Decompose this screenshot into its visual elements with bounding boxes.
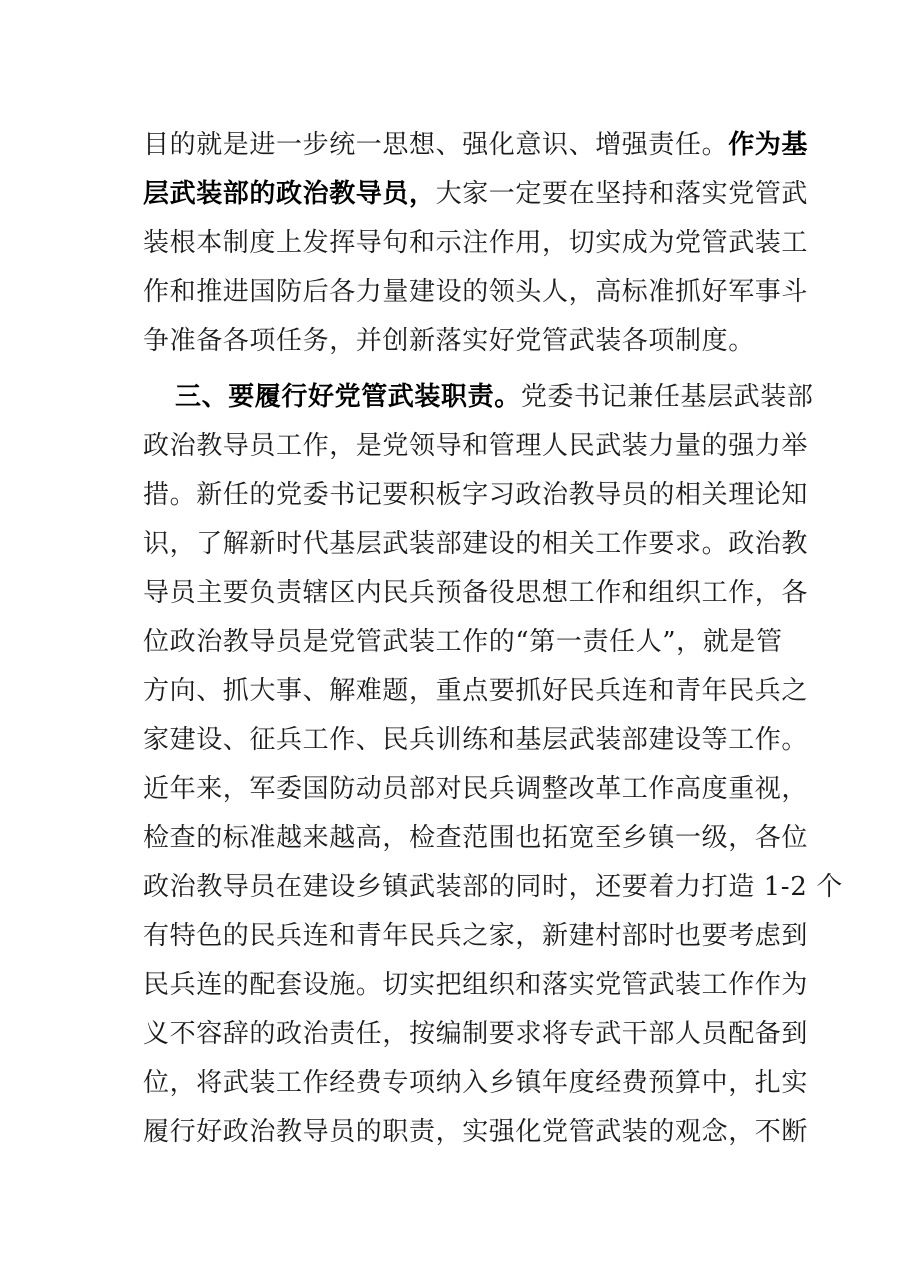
bold-text-run: 作为基 [728, 130, 809, 160]
paragraph-2-line: 义不容辞的政治责任，按编制要求将专武干部人员配备到 [143, 1019, 809, 1049]
paragraph-1-line-5: 争准备各项任务，并创新落实好党管武装各项制度。 [143, 326, 755, 356]
paragraph-1-line-2 [143, 168, 809, 220]
paragraph-2-line: 识，了解新时代基层武装部建设的相关工作要求。政治教 [143, 529, 809, 559]
paragraph-2-line: 位，将武装工作经费专项纳入乡镇年度经费预算中，扎实 [143, 1068, 809, 1098]
paragraph-2-line: 有特色的民兵连和青年民兵之家，新建村部时也要考虑到 [143, 921, 809, 951]
paragraph-2-line: 政治教导员在建设乡镇武装部的同时，还要着力打造 1-2 个 [143, 872, 843, 902]
paragraph-1-line-4: 作和推进国防后各力量建设的领头人，高标准抓好军事斗 [143, 277, 809, 307]
section-heading: 三、要履行好党管武装职责。 [175, 382, 521, 412]
paragraph-2-line: 检查的标准越来越高，检查范围也拓宽至乡镇一级，各位 [143, 823, 809, 853]
paragraph-2-line: 民兵连的配套设施。切实把组织和落实党管武装工作作为 [143, 970, 809, 1000]
paragraph-2-line: 家建设、征兵工作、民兵训练和基层武装部建设等工作。 [143, 725, 809, 755]
paragraph-2-line-1 [175, 371, 815, 423]
paragraph-2-line: 位政治教导员是党管武装工作的“第一责任人”，就是管 [143, 627, 783, 657]
paragraph-1-line-1 [143, 119, 809, 171]
text-run: 目的就是进一步统一思想、强化意识、增强责任。 [143, 130, 729, 160]
paragraph-2-line: 履行好政治教导员的职责，实强化党管武装的观念，不断 [143, 1117, 809, 1147]
paragraph-2-line: 导员主要负责辖区内民兵预备役思想工作和组织工作，各 [143, 578, 809, 608]
text-run: 大家一定要在坚持和落实党管武 [435, 179, 809, 209]
paragraph-2-line: 政治教导员工作，是党领导和管理人民武装力量的强力举 [143, 431, 809, 461]
paragraph-2-line: 措。新任的党委书记要积板字习政治教导员的相关理论知 [143, 480, 809, 510]
bold-text-run: 层武装部的政治教导员， [143, 179, 436, 209]
paragraph-2-line: 近年来，军委国防动员部对民兵调整改革工作高度重视， [143, 774, 809, 804]
text-run: 党委书记兼任基层武装部 [520, 382, 814, 412]
paragraph-2-line: 方向、抓大事、解难题，重点要抓好民兵连和青年民兵之 [143, 676, 809, 706]
paragraph-1-line-3: 装根本制度上发挥导句和示注作用，切实成为党管武装工 [143, 228, 809, 258]
